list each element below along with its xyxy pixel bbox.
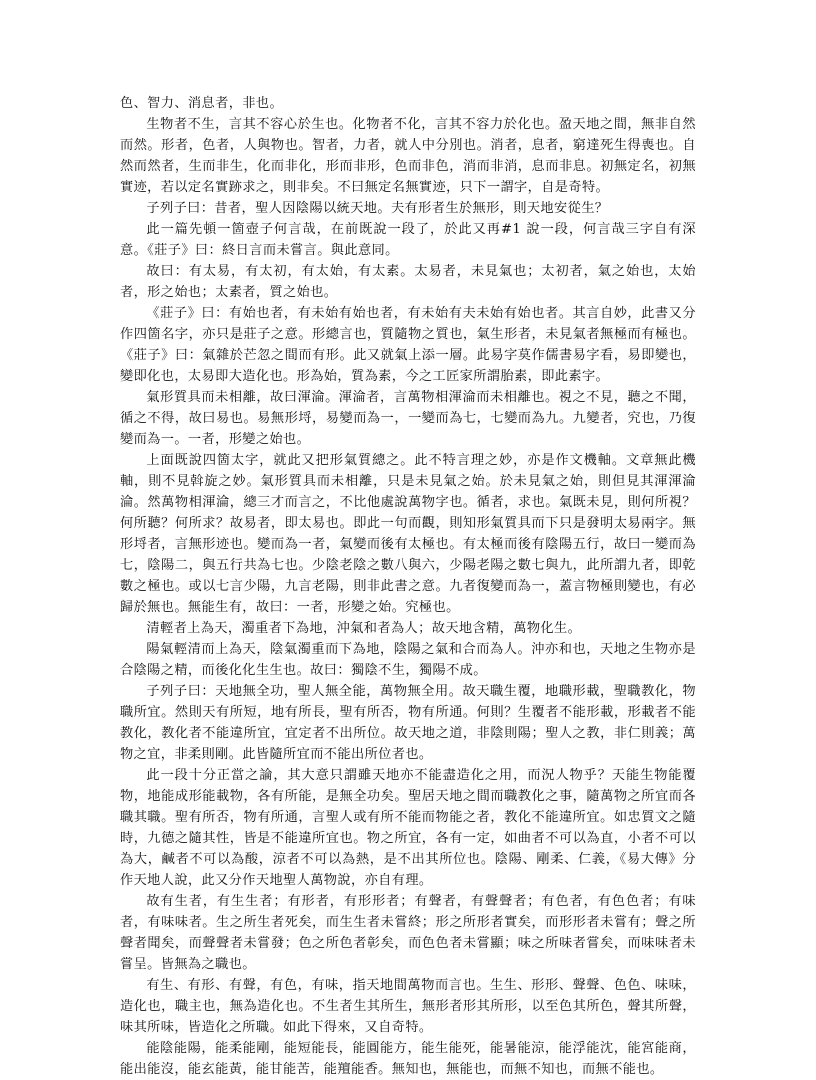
document-body [120,93,696,1080]
paragraph-15: 能陰能陽，能柔能剛，能短能長，能圓能方，能生能死，能暑能涼，能浮能沈，能宮能商，能出能沒，能玄能黃，能甘能苦，能羶能香。無知也，無能也，而無不知也，而無不能也。 [120,1041,696,1077]
paragraph-6: 《莊子》曰：有始也者，有未始有始也者，有未始有夫未始有始也者。其言自妙，此書又分作四箇名字，亦只是莊子之意。形總言也，質隨物之質也，氣生形者，未見氣者無極而有極也。《莊子》曰：氣雜於芒忽之間而有形。此又就氣上添一層。此易字莫作儒書易字看，易即變也，變即化也，太易即大造化也。形為始，質為素，今之工匠家所謂胎素，即此素字。 [120,306,696,384]
paragraph-12: 此一段十分正當之論，其大意只謂雖天地亦不能盡造化之用，而況人物乎？天能生物能覆物，地能成形能載物，各有所能，是無全功矣。聖居天地之間而職教化之事，隨萬物之所宜而各職其職。聖有所否，物有所通，言聖人或有所不能而物能之者，教化不能違所宜。如忠質文之隨時，九德之隨其性，皆是不能違所宜也。物之所宜，各有一定，如曲者不可以為直，小者不可以為大，鹹者不可以為酸，涼者不可以為熱，是不出其所位也。陰陽、剛柔、仁義，《易大傳》分作天地人說，此又分作天地聖人萬物說，亦自有理。 [120,768,696,888]
paragraph-14: 有生、有形、有聲，有色，有味，指天地間萬物而言也。生生、形形、聲聲、色色、味味，造化也，職主也，無為造化也。不生者生其所生，無形者形其所形，以至色其所色，聲其所聲，味其所味，皆造化之所職。如此下得來，又自奇特。 [120,978,696,1035]
paragraph-1: 色、智力、消息者，非也。 [120,96,284,111]
paragraph-7: 氣形質具而未相離，故曰渾淪。渾淪者，言萬物相渾淪而未相離也。視之不見，聽之不聞，循之不得，故曰易也。易無形埒，易變而為一，一變而為七，七變而為九。九變者，究也，乃復變而為一。一者，形變之始也。 [120,390,696,447]
paragraph-8: 上面既說四箇太字，就此又把形氣質總之。此不特言理之妙，亦是作文機軸。文章無此機軸，則不見斡旋之妙。氣形質具而未相離，只是未見氣之始。於未見氣之始，則但見其渾渾淪淪。然萬物相渾淪，總三才而言之，不比他處說萬物字也。循者，求也。氣既未見，則何所視？何所聽？何所求？故易者，即太易也。即此一句而觀，則知形氣質具而下只是發明太易兩字。無形埒者，言無形迹也。變而為一者，氣變而後有太極也。有太極而後有陰陽五行，故曰一變而為七，陰陽二，與五行共為七也。少陰老陰之數八與六，少陽老陽之數七與九，此所謂九者，即乾數之極也。或以七言少陽，九言老陽，則非此書之意。九者復變而為一，蓋言物極則變也，有必歸於無也。無能生有，故曰：一者，形變之始。究極也。 [120,453,696,615]
paragraph-3: 子列子曰：昔者，聖人因陰陽以統天地。夫有形者生於無形，則天地安從生？ [146,201,609,216]
paragraph-10: 陽氣輕清而上為天，陰氣濁重而下為地，陰陽之氣和合而為人。沖亦和也，天地之生物亦是合陰陽之精，而後化化生生也。故曰：獨陰不生，獨陽不成。 [120,642,696,678]
paragraph-5: 故曰：有太易，有太初，有太始，有太素。太易者，未見氣也；太初者，氣之始也，太始者，形之始也；太素者，質之始也。 [120,264,696,300]
paragraph-4: 此一篇先頓一箇壺子何言哉，在前既說一段了，於此又再#1 說一段，何言哉三字自有深意。《莊子》曰：終日言而未嘗言。與此意同。 [120,222,696,258]
paragraph-2: 生物者不生，言其不容心於生也。化物者不化，言其不容力於化也。盈天地之間，無非自然而然。形者，色者，人與物也。智者，力者，就人中分別也。消者，息者，窮達死生得喪也。自然而然者，生而非生，化而非化，形而非形，色而非色，消而非消，息而非息。初無定名，初無實迹，若以定名實跡求之，則非矣。不曰無定名無實迹，只下一謂字，自是奇特。 [120,117,696,195]
paragraph-11: 子列子曰：天地無全功，聖人無全能，萬物無全用。故天職生覆，地職形載，聖職教化，物職所宜。然則天有所短，地有所長，聖有所否，物有所通。何則？生覆者不能形載，形載者不能教化，教化者不能違所宜，宜定者不出所位。故天地之道，非陰則陽；聖人之教，非仁則義；萬物之宜，非柔則剛。此皆隨所宜而不能出所位者也。 [120,684,696,762]
paragraph-9: 清輕者上為天，濁重者下為地，沖氣和者為人；故天地含精，萬物化生。 [146,621,582,636]
paragraph-13: 故有生者，有生生者；有形者，有形形者；有聲者，有聲聲者；有色者，有色色者；有味者，有味味者。生之所生者死矣，而生生者未嘗終；形之所形者實矣，而形形者未嘗有；聲之所聲者聞矣，而聲聲者未嘗發；色之所色者彰矣，而色色者未嘗顯；味之所味者嘗矣，而味味者未嘗呈。皆無為之職也。 [120,894,696,972]
